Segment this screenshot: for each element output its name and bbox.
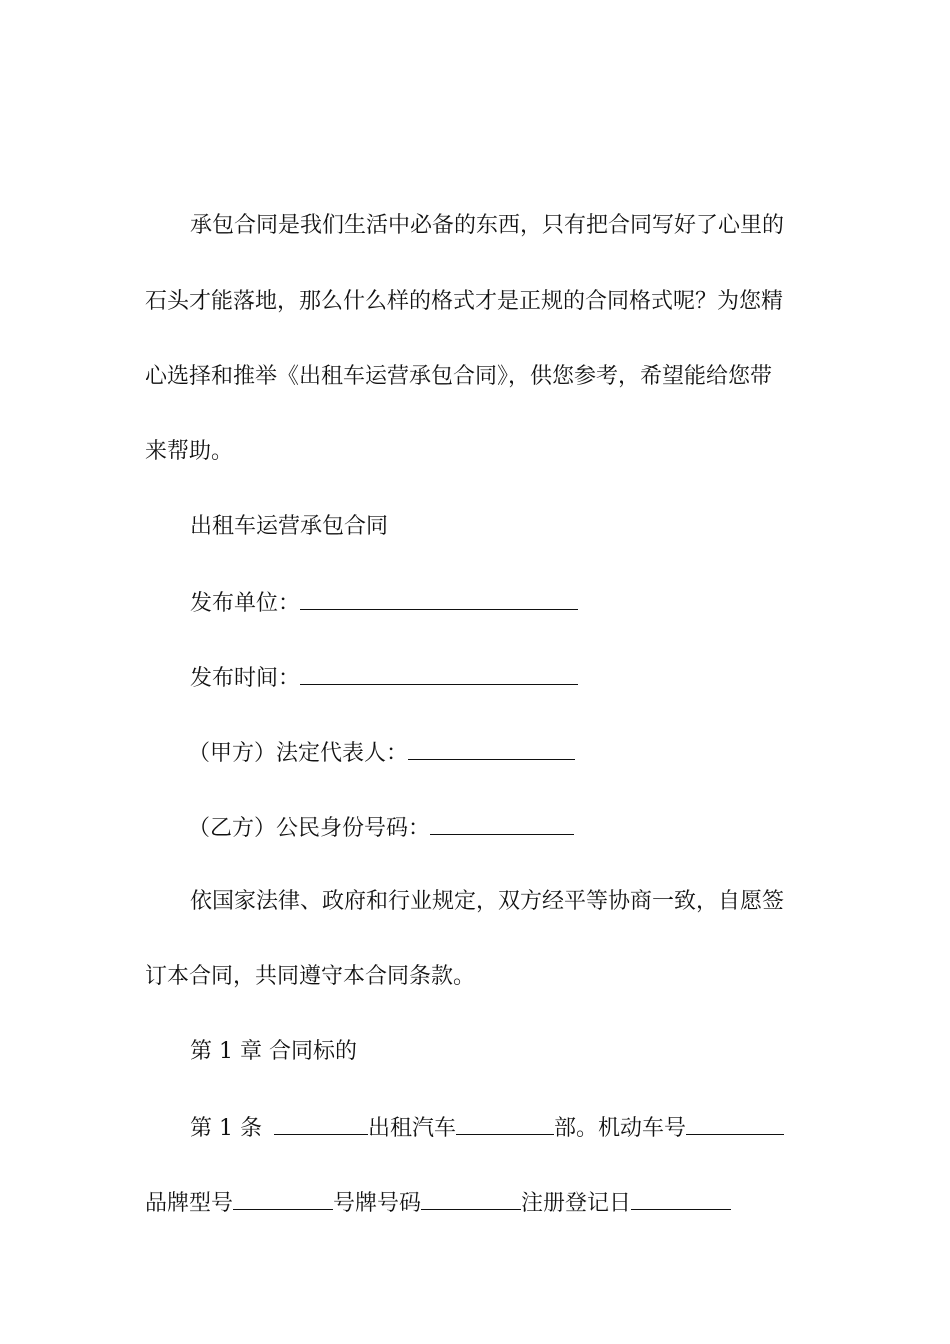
party-b-blank <box>430 812 574 835</box>
intro-line-4: 来帮助。 <box>145 439 234 464</box>
plate-label: 号牌号码 <box>333 1191 422 1216</box>
vehicle-number-blank <box>686 1112 784 1135</box>
plate-blank <box>421 1187 521 1210</box>
brand-label: 品牌型号 <box>145 1191 234 1216</box>
contract-title: 出租车运营承包合同 <box>190 514 389 539</box>
party-b-label: （乙方）公民身份号码： <box>188 816 431 841</box>
party-a-label: （甲方）法定代表人： <box>188 741 409 766</box>
issuer-field <box>190 587 578 619</box>
vehicle-number-label: 部。机动车号 <box>554 1116 687 1141</box>
preamble-line-2: 订本合同，共同遵守本合同条款。 <box>145 964 476 989</box>
intro-line-2: 石头才能落地，那么什么样的格式才是正规的合同格式呢？为您精 <box>145 289 784 314</box>
party-b-field <box>188 812 574 844</box>
intro-line-1: 承包合同是我们生活中必备的东西，只有把合同写好了心里的 <box>190 213 785 238</box>
taxi-count-blank <box>274 1112 368 1135</box>
taxi-text: 出租汽车 <box>367 1116 456 1141</box>
party-a-blank <box>408 737 575 760</box>
party-a-field <box>188 737 575 769</box>
article-1-line-1 <box>190 1112 784 1144</box>
issue-time-label: 发布时间： <box>190 666 301 691</box>
unit-count-blank <box>456 1112 554 1135</box>
issuer-blank <box>300 587 578 610</box>
registration-date-label: 注册登记日 <box>521 1191 632 1216</box>
preamble-line-1: 依国家法律、政府和行业规定，双方经平等协商一致，自愿签 <box>190 889 785 914</box>
issuer-label: 发布单位： <box>190 591 301 616</box>
chapter-1-heading: 第 1 章 合同标的 <box>190 1039 357 1064</box>
article-1-label: 第 1 条 <box>190 1116 262 1141</box>
article-1-line-2 <box>145 1187 731 1219</box>
intro-line-3: 心选择和推举《出租车运营承包合同》，供您参考，希望能给您带 <box>145 364 773 389</box>
brand-blank <box>233 1187 333 1210</box>
issue-time-blank <box>300 662 578 685</box>
issue-time-field <box>190 662 578 694</box>
registration-date-blank <box>631 1187 731 1210</box>
